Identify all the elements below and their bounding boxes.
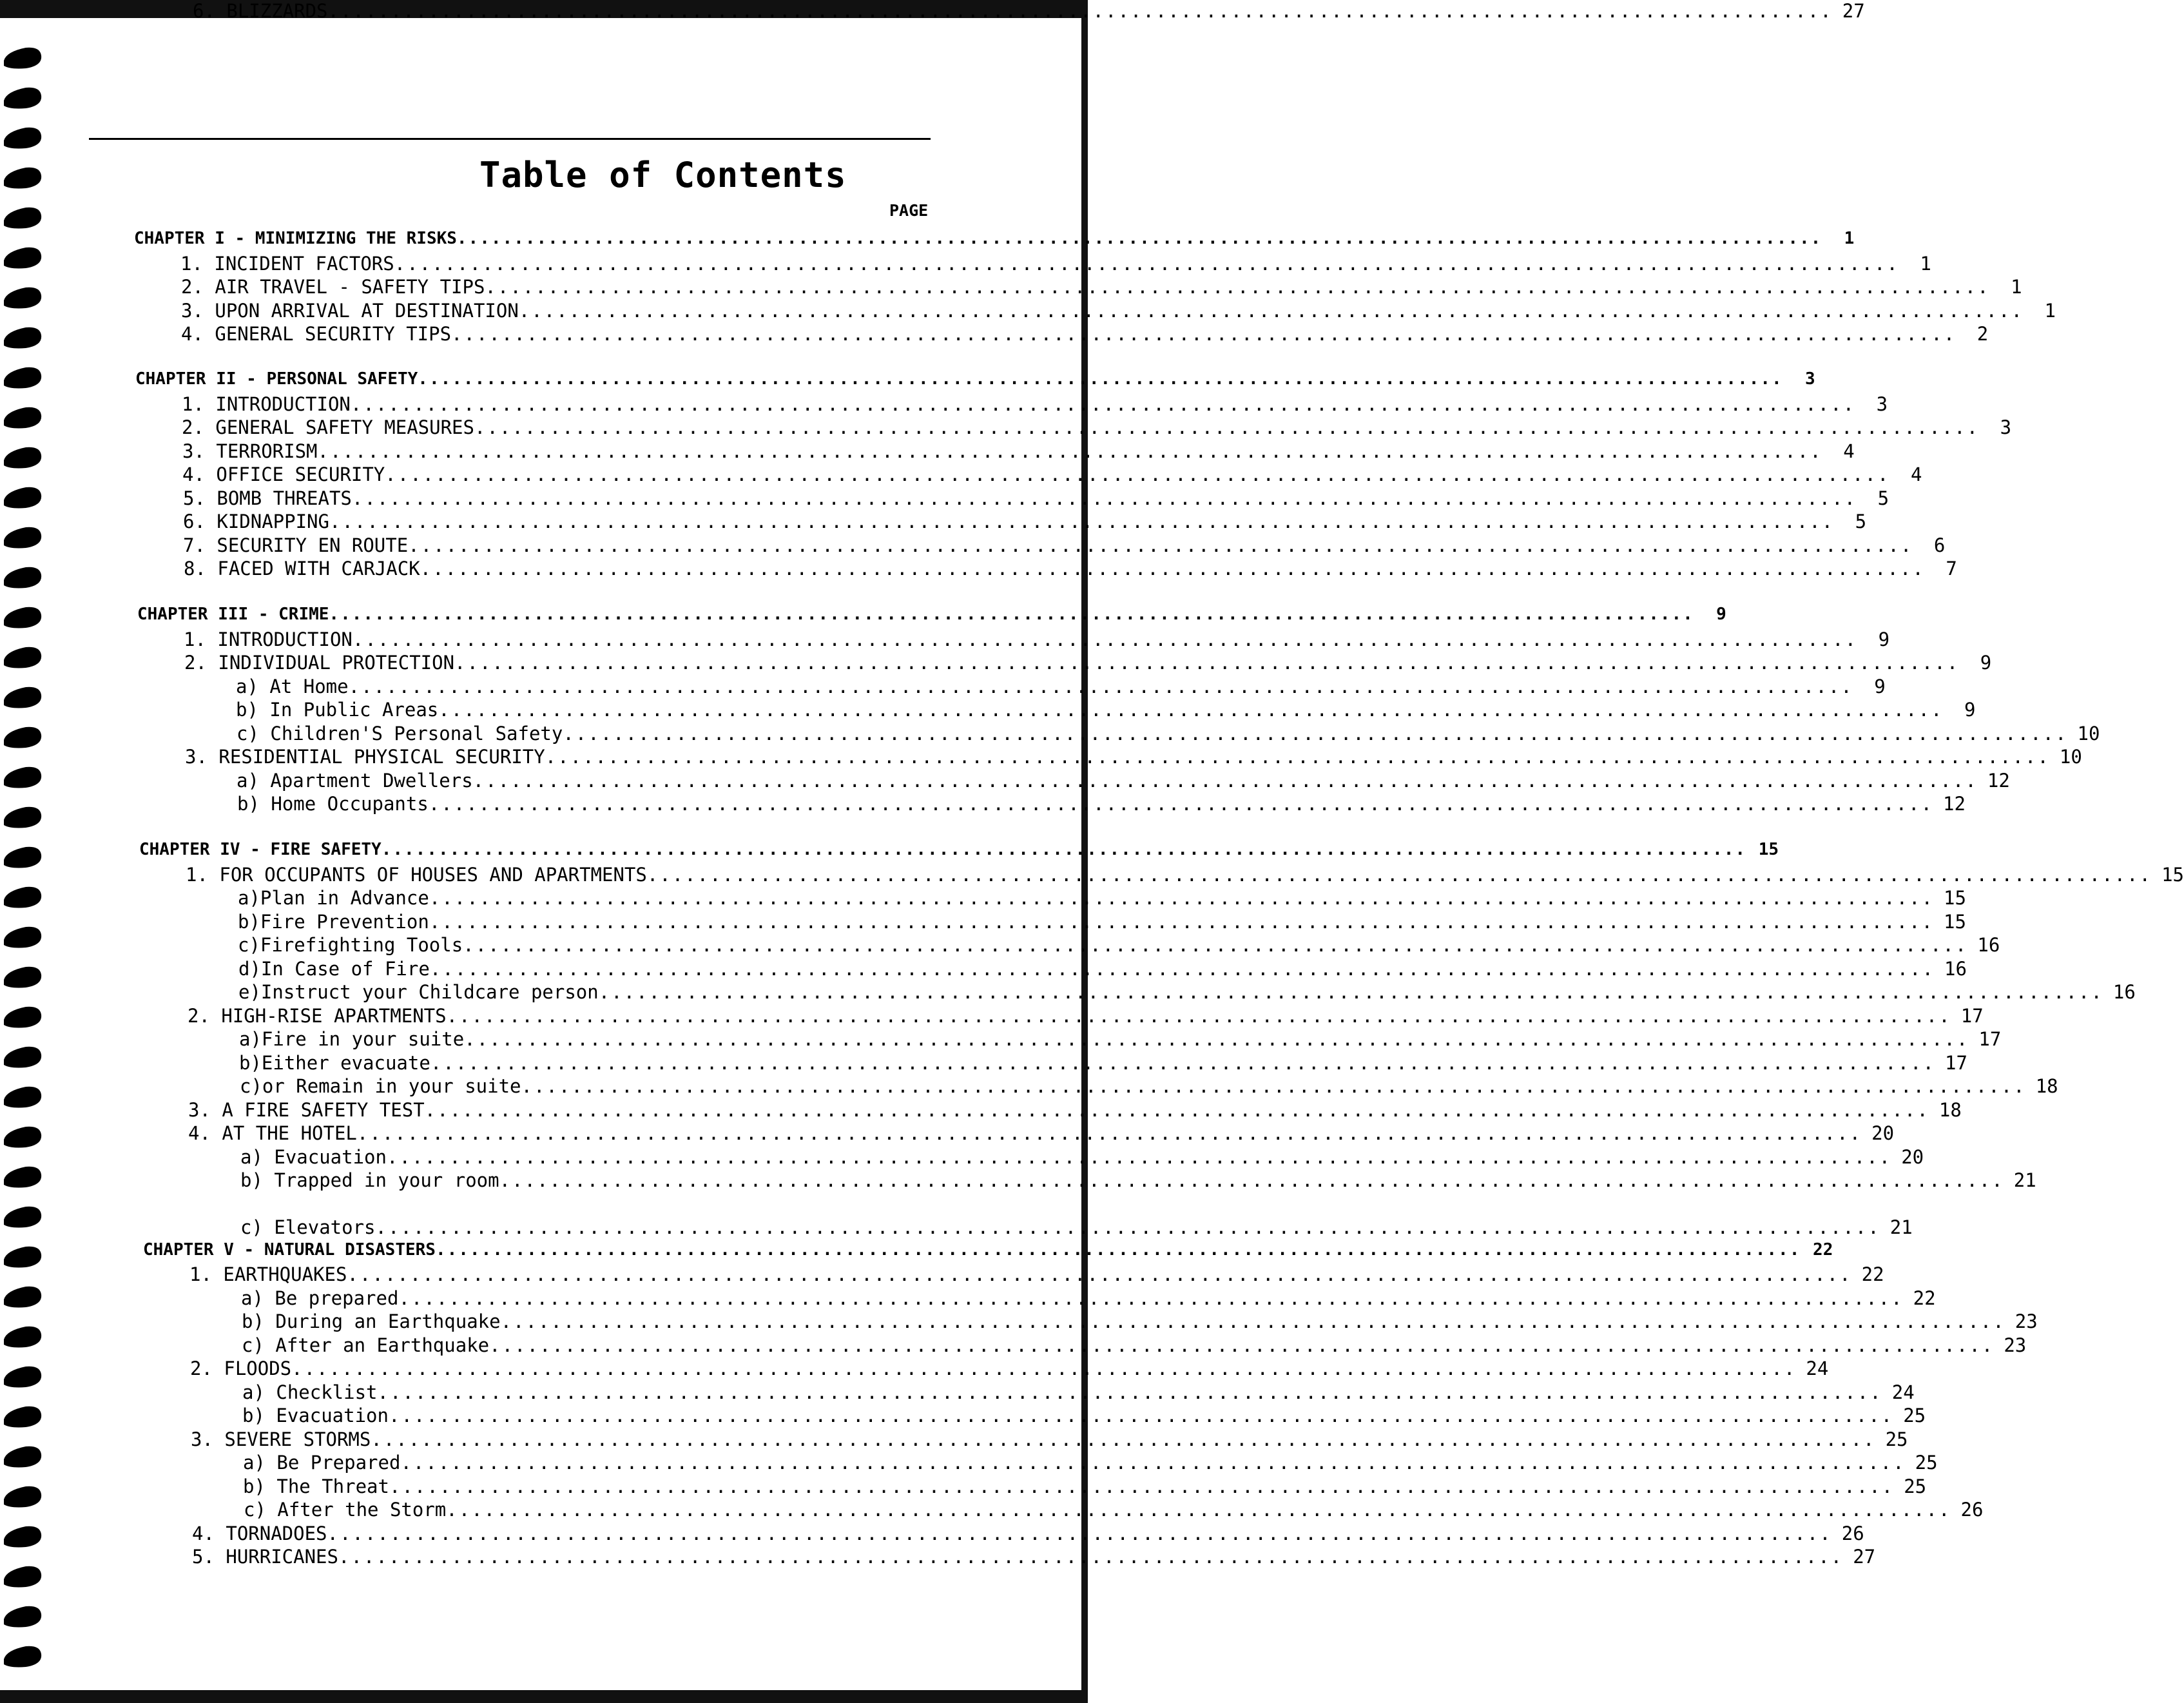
toc-entry-page: 6 (1933, 534, 1946, 556)
toc-entry-page: 1 (2011, 276, 2022, 298)
leader-dots: ........................................................................................................................ (598, 981, 2103, 1003)
leader-dots: ........................................................................................................................ (356, 1122, 1862, 1144)
toc-entry-label: c) After the Storm (244, 1499, 447, 1521)
leader-dots: ........................................................................................................................ (329, 605, 1694, 624)
toc-entry-page: 17 (1945, 1052, 1967, 1074)
toc-subsection-row (243, 1452, 1938, 1474)
toc-entry-page: 5 (1855, 511, 1867, 532)
toc-entry-label: a) Checklist (242, 1381, 378, 1403)
toc-entry-page: 16 (1944, 958, 1967, 980)
toc-section-row (181, 276, 2022, 298)
leader-dots: ........................................................................................................................ (371, 1428, 1876, 1450)
leader-dots: ........................................................................................................................ (291, 1358, 1797, 1379)
toc-subsection-row (240, 1169, 2036, 1191)
toc-chapter-row (137, 605, 1726, 627)
toc-section-row (184, 628, 1890, 650)
toc-section-row (182, 416, 2012, 438)
toc-entry-label: c) Children'S Personal Safety (237, 723, 563, 744)
toc-section-row (180, 253, 1931, 275)
toc-entry-page: 23 (2004, 1334, 2027, 1356)
leader-dots: ........................................................................................................................ (545, 746, 2050, 768)
toc-entry-page: 18 (1938, 1099, 1962, 1121)
leader-dots: ........................................................................................................................ (485, 276, 1990, 298)
toc-entry-label: a) At Home (236, 676, 349, 697)
toc-subsection-row (236, 676, 1886, 697)
toc-entry-page: 25 (1885, 1428, 1908, 1450)
toc-chapter-row (134, 229, 1855, 251)
toc-section-row (192, 1546, 1876, 1568)
toc-entry-page: 17 (1960, 1005, 1984, 1027)
toc-entry-label: e)Instruct your Childcare person (238, 981, 599, 1003)
toc-section-row (188, 1005, 1984, 1027)
toc-entry-label: b) In Public Areas (236, 699, 439, 721)
toc-subsection-row (238, 981, 2136, 1003)
toc-section-row (183, 534, 1946, 556)
toc-entry-page: 4 (1843, 440, 1855, 462)
leader-dots: ........................................................................................................................ (430, 1052, 1935, 1074)
toc-entry-label: CHAPTER II - PERSONAL SAFETY (135, 369, 418, 389)
toc-entry-label: CHAPTER III - CRIME (137, 605, 329, 624)
leader-dots: ........................................................................................................................ (347, 1263, 1852, 1285)
toc-entry-page: 1 (1920, 253, 1931, 275)
leader-dots: ........................................................................................................................ (381, 840, 1747, 859)
toc-entry-page: 3 (2000, 416, 2012, 438)
leader-dots: ........................................................................................................................ (454, 652, 1960, 674)
toc-entry-page: 9 (1716, 605, 1726, 624)
toc-entry-page: 9 (1874, 676, 1886, 697)
toc-entry-page: 17 (1978, 1028, 2002, 1050)
toc-subsection-row (237, 793, 1966, 815)
toc-entry-label: 3. SEVERE STORMS (191, 1428, 371, 1450)
toc-section-row (184, 558, 1957, 579)
leader-dots: ........................................................................................................................ (400, 1452, 1906, 1474)
toc-subsection-row (242, 1381, 1915, 1403)
toc-entry-label: d)In Case of Fire (238, 958, 430, 980)
toc-entry-label: b) Evacuation (242, 1405, 389, 1426)
leader-dots: ........................................................................................................................ (429, 887, 1934, 909)
toc-entry-page: 1 (2044, 300, 2056, 322)
toc-entry-label: 1. FOR OCCUPANTS OF HOUSES AND APARTMENTS (186, 864, 647, 886)
toc-entry-label: b) Trapped in your room (240, 1169, 499, 1191)
toc-entry-page: 18 (2035, 1075, 2058, 1097)
toc-subsection-row (237, 770, 2010, 792)
leader-dots: ........................................................................................................................ (451, 323, 1957, 345)
toc-entry-label: 3. UPON ARRIVAL AT DESTINATION (181, 300, 519, 322)
toc-entry-label: 2. GENERAL SAFETY MEASURES (182, 416, 474, 438)
toc-chapter-row (135, 369, 1815, 391)
toc-entry-label: b) During an Earthquake (242, 1310, 501, 1332)
toc-entry-label: 4. AT THE HOTEL (188, 1122, 357, 1144)
toc-entry-page: 25 (1915, 1452, 1938, 1474)
toc-entry-page: 10 (2077, 723, 2100, 744)
leader-dots: ........................................................................................................................ (389, 1475, 1895, 1497)
toc-entry-label: 4. TORNADOES (192, 1523, 327, 1544)
toc-entry-page: 25 (1903, 1405, 1926, 1426)
toc-entry-label: a) Evacuation (240, 1146, 387, 1168)
toc-entry-label: 6. BLIZZARDS (193, 0, 328, 22)
toc-entry-label: 5. HURRICANES (192, 1546, 338, 1568)
toc-entry-page: 27 (1842, 0, 1865, 22)
leader-dots: ........................................................................................................................ (418, 369, 1783, 389)
toc-entry-label: 8. FACED WITH CARJACK (184, 558, 420, 579)
toc-entry-label: 4. OFFICE SECURITY (182, 463, 385, 485)
leader-dots: ........................................................................................................................ (408, 534, 1913, 556)
toc-subsection-row (236, 699, 1976, 721)
toc-section-row (182, 440, 1855, 462)
toc-entry-label: CHAPTER IV - FIRE SAFETY (139, 840, 382, 859)
toc-entry-page: 15 (1944, 887, 1966, 909)
toc-section-row (189, 1263, 1884, 1285)
toc-section-row (183, 511, 1867, 532)
toc-entry-label: 2. INDIVIDUAL PROTECTION (184, 652, 455, 674)
toc-entry-page: 15 (1758, 840, 1779, 859)
toc-entry-label: c)Firefighting Tools (238, 934, 463, 956)
toc-entry-page: 10 (2059, 746, 2082, 768)
toc-subsection-row (241, 1287, 1936, 1309)
toc-subsection-row (240, 1075, 2058, 1097)
toc-subsection-row (244, 1499, 1984, 1521)
toc-entry-label: c) After an Earthquake (242, 1334, 490, 1356)
toc-chapter-row (139, 840, 1779, 862)
toc-entry-label: a) Be prepared (241, 1287, 399, 1309)
leader-dots: ........................................................................................................................ (464, 1028, 1969, 1050)
toc-entry-page: 4 (1910, 463, 1922, 485)
toc-section-row (181, 323, 1989, 345)
toc-entry-page: 22 (1861, 1263, 1884, 1285)
toc-entry-label: c) Elevators (240, 1216, 376, 1238)
toc-subsection-row (239, 1028, 2002, 1050)
leader-dots: ........................................................................................................................ (351, 487, 1857, 509)
leader-dots: ........................................................................................................................ (424, 1099, 1929, 1121)
toc-subsection-row (243, 1475, 1927, 1497)
toc-subsection-row (238, 911, 1966, 933)
leader-dots: ........................................................................................................................ (317, 440, 1822, 462)
toc-subsection-row (239, 1052, 1967, 1074)
leader-dots: ........................................................................................................................ (446, 1499, 1951, 1521)
toc-section-row (188, 1099, 1962, 1121)
toc-entry-label: 1. EARTHQUAKES (189, 1263, 347, 1285)
toc-chapter-row (143, 1240, 1833, 1262)
toc-entry-label: 1. INTRODUCTION (184, 628, 353, 650)
leader-dots: ........................................................................................................................ (338, 1546, 1844, 1568)
toc-entry-page: 24 (1806, 1358, 1829, 1379)
leader-dots: ........................................................................................................................ (563, 723, 2068, 744)
toc-entry-page: 3 (1876, 393, 1888, 415)
toc-entry-label: b) Home Occupants (237, 793, 429, 815)
leader-dots: ........................................................................................................................ (463, 934, 1968, 956)
toc-subsection-row (242, 1334, 2027, 1356)
toc-entry-label: 1. INCIDENT FACTORS (180, 253, 394, 275)
toc-section-row (184, 652, 1992, 674)
leader-dots: ........................................................................................................................ (386, 1146, 1892, 1168)
toc-entry-page: 16 (1977, 934, 2000, 956)
leader-dots: ........................................................................................................................ (388, 1405, 1894, 1426)
leader-dots: ........................................................................................................................ (420, 558, 1925, 579)
toc-entry-page: 15 (2161, 864, 2184, 886)
toc-entry-page: 12 (1943, 793, 1966, 815)
toc-entry-label: a) Be Prepared (243, 1452, 401, 1474)
toc-entry-page: 27 (1853, 1546, 1876, 1568)
leader-dots: ........................................................................................................................ (521, 1075, 2026, 1097)
leader-dots: ........................................................................................................................ (329, 511, 1835, 532)
toc-subsection-row (237, 723, 2100, 744)
toc-subsection-row (238, 887, 1966, 909)
toc-entry-label: a)Plan in Advance (238, 887, 429, 909)
toc-entry-page: 22 (1813, 1240, 1833, 1260)
toc-entry-label: 2. AIR TRAVEL - SAFETY TIPS (181, 276, 485, 298)
leader-dots: ........................................................................................................................ (499, 1169, 2004, 1191)
leader-dots: ........................................................................................................................ (429, 911, 1934, 933)
toc-entry-page: 22 (1913, 1287, 1936, 1309)
leader-dots: ........................................................................................................................ (377, 1381, 1882, 1403)
toc-entry-page: 21 (1889, 1216, 1913, 1238)
page-column-label: PAGE (889, 201, 929, 220)
toc-entry-label: 2. FLOODS (190, 1358, 292, 1379)
toc-section-row (188, 1122, 1895, 1144)
toc-subsection-row (238, 934, 2000, 956)
toc-entry-page: 7 (1946, 558, 1957, 579)
toc-section-row (186, 864, 2184, 886)
toc-entry-label: b) The Threat (243, 1475, 389, 1497)
toc-section-row (192, 1523, 1864, 1544)
toc-section-row (182, 393, 1888, 415)
leader-dots: ........................................................................................................................ (474, 416, 1980, 438)
leader-dots: ........................................................................................................................ (327, 0, 1833, 22)
leader-dots: ........................................................................................................................ (350, 393, 1856, 415)
toc-entry-label: 7. SECURITY EN ROUTE (183, 534, 409, 556)
leader-dots: ........................................................................................................................ (429, 958, 1935, 980)
leader-dots: ........................................................................................................................ (446, 1005, 1951, 1027)
leader-dots: ........................................................................................................................ (489, 1334, 1995, 1356)
leader-dots: ........................................................................................................................ (500, 1310, 2005, 1332)
toc-section-row (185, 746, 2082, 768)
leader-dots: ........................................................................................................................ (375, 1216, 1880, 1238)
toc-entry-label: 2. HIGH-RISE APARTMENTS (188, 1005, 447, 1027)
toc-section-row (193, 0, 1865, 22)
toc-entry-page: 9 (1964, 699, 1976, 721)
toc-entry-page: 26 (1960, 1499, 1984, 1521)
toc-subsection-row (240, 1216, 1913, 1238)
leader-dots: ........................................................................................................................ (352, 628, 1858, 650)
page-title: Table of Contents (479, 155, 847, 195)
toc-entry-page: 16 (2112, 981, 2136, 1003)
toc-entry-label: 3. TERRORISM (182, 440, 318, 462)
toc-section-row (190, 1358, 1829, 1379)
leader-dots: ........................................................................................................................ (472, 770, 1978, 792)
leader-dots: ........................................................................................................................ (435, 1240, 1801, 1260)
toc-entry-page: 1 (1844, 229, 1855, 248)
toc-entry-label: c)or Remain in your suite (240, 1075, 521, 1097)
toc-entry-page: 9 (1980, 652, 1992, 674)
toc-subsection-row (238, 958, 1967, 980)
toc-entry-label: 3. RESIDENTIAL PHYSICAL SECURITY (185, 746, 545, 768)
leader-dots: ........................................................................................................................ (348, 676, 1853, 697)
toc-entry-page: 21 (2013, 1169, 2036, 1191)
leader-dots: ........................................................................................................................ (398, 1287, 1904, 1309)
toc-subsection-row (240, 1146, 1924, 1168)
toc-subsection-row (242, 1310, 2038, 1332)
leader-dots: ........................................................................................................................ (438, 699, 1944, 721)
toc-entry-label: 5. BOMB THREATS (183, 487, 352, 509)
toc-entry-page: 26 (1841, 1523, 1864, 1544)
toc-entry-page: 5 (1877, 487, 1889, 509)
toc-entry-label: 3. A FIRE SAFETY TEST (188, 1099, 425, 1121)
toc-section-row (182, 463, 1922, 485)
toc-entry-page: 25 (1904, 1475, 1927, 1497)
toc-entry-label: 1. INTRODUCTION (182, 393, 351, 415)
leader-dots: ........................................................................................................................ (646, 864, 2152, 886)
toc-section-row (183, 487, 1889, 509)
toc-entry-label: CHAPTER I - MINIMIZING THE RISKS (134, 229, 457, 248)
leader-dots: ........................................................................................................................ (327, 1523, 1832, 1544)
leader-dots: ........................................................................................................................ (394, 253, 1899, 275)
toc-entry-label: CHAPTER V - NATURAL DISASTERS (143, 1240, 436, 1260)
toc-entry-page: 20 (1871, 1122, 1895, 1144)
toc-entry-label: b)Either evacuate (239, 1052, 430, 1074)
leader-dots: ........................................................................................................................ (385, 463, 1890, 485)
leader-dots: ........................................................................................................................ (428, 793, 1933, 815)
toc-entry-label: 4. GENERAL SECURITY TIPS (181, 323, 452, 345)
toc-entry-page: 20 (1901, 1146, 1924, 1168)
leader-dots: ........................................................................................................................ (456, 229, 1822, 248)
toc-section-row (191, 1428, 1908, 1450)
toc-entry-label: b)Fire Prevention (238, 911, 429, 933)
toc-entry-label: a) Apartment Dwellers (237, 770, 473, 792)
toc-entry-label: 6. KIDNAPPING (183, 511, 329, 532)
toc-entry-page: 9 (1878, 628, 1890, 650)
toc-entry-page: 15 (1944, 911, 1966, 933)
toc-entry-page: 23 (2015, 1310, 2038, 1332)
toc-entry-page: 3 (1805, 369, 1815, 389)
toc-section-row (181, 300, 2056, 322)
toc-subsection-row (242, 1405, 1926, 1426)
leader-dots: ........................................................................................................................ (518, 300, 2024, 322)
toc-entry-page: 12 (1987, 770, 2010, 792)
toc-entry-page: 24 (1891, 1381, 1915, 1403)
toc-entry-label: a)Fire in your suite (239, 1028, 465, 1050)
toc-entry-page: 2 (1976, 323, 1989, 345)
